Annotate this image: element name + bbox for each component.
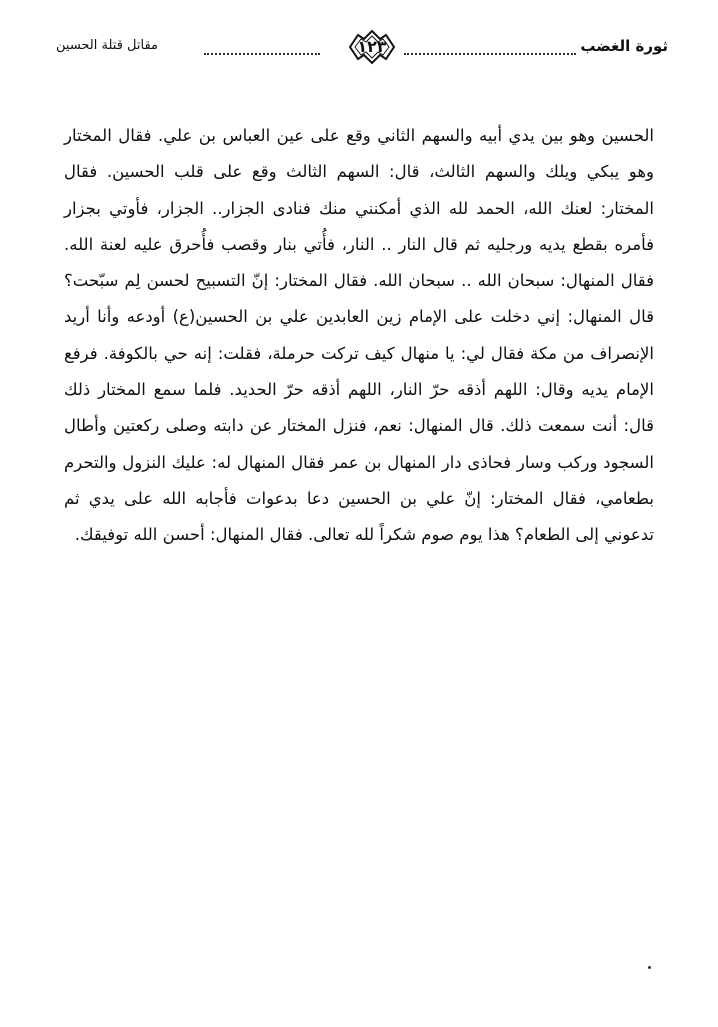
running-header (56, 26, 668, 68)
body-paragraph: الحسين وهو بين يدي أبيه والسهم الثاني وقع على عين العباس بن علي. فقال المختار وهو يبكي ويلك والسهم الثالث، قال: السهم الثالث وقع على قلب الحسين. فقال المختار: لعنك الله، الحمد لله الذي أمكنني منك فنادى الجزار.. الجزار، فأوتي بجزار فأمره بقطع يديه ورجليه ثم قال النار .. النار، فأُتي بنار وقصب فأُحرق عليه لعنة الله. فقال المنهال: سبحان الله .. سبحان الله. فقال المختار: إنّ التسبيح لحسن لِم سبّحت؟ قال المنهال: إني دخلت على الإمام زين العابدين علي بن الحسين(ع) أودعه وأنا أريد الإنصراف من مكة فقال لي: يا منهال كيف تركت حرملة، فقلت: إنه حي بالكوفة. فرفع الإمام يديه وقال: اللهم أذقه حرّ النار، اللهم أذقه حرّ الحديد. فلما سمع المختار ذلك قال: أنت سمعت ذلك. قال المنهال: نعم، فنزل المختار عن دابته وصلى ركعتين وأطال السجود وركب وسار فحاذى دار المنهال بن عمر فقال المنهال له: عليك النزول والتحرم بطعامي، فقال المختار: إنّ علي بن الحسين دعا بدعوات فأجابه الله على يدي ثم تدعوني إلى الطعام؟ هذا يوم صوم شكراً لله تعالى. فقال المنهال: أحسن الله توفيقك. (64, 126, 654, 545)
header-dotted-leader-right (404, 53, 576, 55)
page-number-badge (342, 26, 402, 68)
header-dotted-leader-left (204, 53, 320, 55)
page-number: ١٢٣ (357, 37, 387, 56)
scan-speck (648, 966, 651, 969)
book-title: ثورة الغضب (580, 37, 668, 55)
chapter-title: مقاتل قتلة الحسين (56, 38, 159, 53)
